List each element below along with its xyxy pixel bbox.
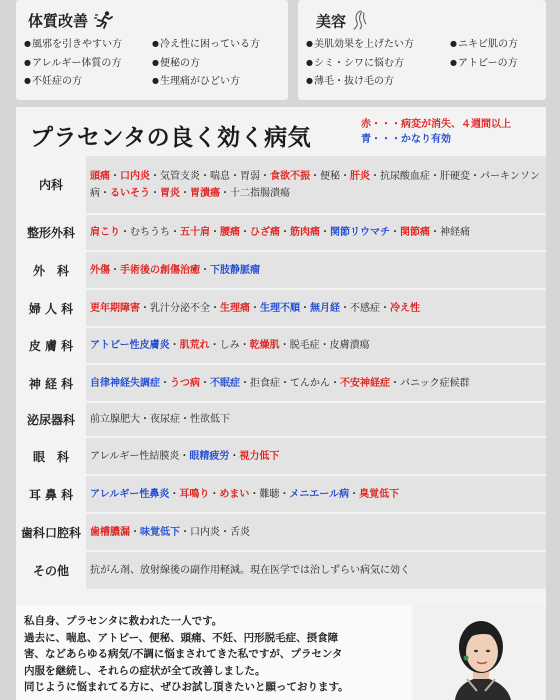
condition-item: 不眠症	[210, 377, 240, 389]
table-row	[16, 514, 546, 550]
list-item: ● 美肌効果を上げたい方	[306, 36, 414, 55]
page-title: プラセンタの良く効く病気	[30, 125, 312, 151]
condition-item: 抗尿酸血症	[380, 170, 430, 182]
table-row	[16, 365, 546, 401]
condition-item: 便秘	[320, 170, 340, 182]
condition-item: ひざ痛	[250, 227, 280, 238]
condition-list: 更年期障害・乳汁分泌不全・生理痛・生理不順・無月経・不感症・冷え性	[86, 290, 546, 326]
beauty-list-right	[450, 36, 518, 73]
condition-item: 生理痛	[220, 302, 250, 314]
constitution-card	[16, 0, 288, 100]
condition-item: 口内炎	[120, 170, 150, 182]
condition-item: 拒食症	[250, 377, 280, 389]
condition-item: 自律神経失調症	[90, 377, 160, 389]
condition-item: 眼精疲労	[189, 450, 230, 462]
condition-item: 歯槽膿漏	[90, 526, 130, 538]
testimonial-line: 過去に、喘息、アトピー、便秘、頭痛、不妊、円形脱毛症、摂食障	[24, 631, 339, 644]
condition-item: しみ	[219, 340, 240, 351]
condition-item: 脱毛症	[289, 340, 320, 351]
condition-item: 腰痛	[220, 227, 240, 238]
department-label: 眼 科	[32, 449, 69, 464]
condition-item: 抗がん剤、放射線後の副作用軽減。現在医学では治しずらい病気に効く	[90, 565, 410, 576]
testimonial-line: 内服を継続し、それらの症状が全て改善しました。	[24, 664, 266, 677]
condition-item: 不安神経症	[340, 377, 390, 389]
condition-item: 手術後の創傷治癒	[120, 264, 200, 276]
constitution-title	[28, 10, 114, 33]
condition-item: 外傷	[90, 264, 110, 276]
condition-item: 下肢静脈瘤	[210, 264, 260, 276]
condition-item: 更年期障害	[90, 302, 140, 314]
testimonial-line: 害、などあらゆる病気/不調に悩まされてきた私ですが、プラセンタ	[24, 648, 343, 660]
table-row	[16, 252, 546, 288]
legend-blue: 青・・・かなり有効	[361, 134, 451, 145]
condition-item: 乳汁分泌不全	[150, 302, 210, 314]
legend-red: 赤・・・病変が消失、４週間以上	[361, 119, 511, 130]
condition-item: 喘息	[210, 170, 230, 182]
department-label: 内科	[38, 178, 63, 192]
condition-list: 外傷・手術後の創傷治癒・下肢静脈瘤	[86, 252, 546, 288]
beauty-card	[298, 0, 546, 100]
department-label: 神 経 科	[28, 376, 74, 391]
condition-item: 乾燥肌	[249, 340, 280, 351]
condition-item: 肩こり	[90, 227, 120, 238]
hair-icon	[352, 10, 370, 34]
condition-item: 舌炎	[230, 526, 250, 538]
department-label: 外 科	[32, 263, 69, 278]
department-label: 歯科口腔科	[20, 525, 81, 540]
condition-item: 関節リウマチ	[330, 227, 390, 238]
condition-list: アレルギー性結膜炎・眼精疲労・視力低下	[86, 438, 546, 474]
list-item: ● ニキビ肌の方	[450, 36, 518, 55]
department-label: 泌尿器科	[26, 413, 75, 427]
table-row	[16, 290, 546, 326]
department-label: その他	[32, 564, 69, 578]
condition-item: 五十肩	[180, 227, 210, 238]
condition-item: 食欲不振	[270, 170, 310, 182]
condition-item: パニック症候群	[400, 377, 470, 389]
condition-item: パーキンソン病	[90, 170, 540, 199]
condition-item: るいそう	[110, 187, 150, 199]
condition-item: 夜尿症	[150, 414, 180, 425]
condition-item: 性欲低下	[190, 414, 230, 425]
condition-item: 難聴	[259, 488, 280, 500]
condition-item: アレルギー性結膜炎	[90, 450, 180, 462]
condition-list: 頭痛・口内炎・気管支炎・喘息・胃弱・食欲不振・便秘・肝炎・抗尿酸血症・肝硬変・パーキンソン病・るいそう・胃炎・胃潰瘍・十二指腸潰瘍	[86, 156, 546, 213]
condition-item: うつ病	[170, 377, 200, 389]
constitution-list-left	[24, 36, 122, 92]
condition-list: 肩こり・むちうち・五十肩・腰痛・ひざ痛・筋肉痛・関節リウマチ・関節痛・神経痛	[86, 215, 546, 250]
condition-item: 視力低下	[239, 450, 280, 462]
condition-item: めまい	[219, 488, 250, 500]
condition-item: 無月経	[310, 302, 340, 314]
condition-item: 臭覚低下	[359, 488, 400, 500]
condition-item: 筋肉痛	[290, 227, 320, 238]
table-row	[16, 328, 546, 363]
condition-item: 胃潰瘍	[190, 187, 220, 199]
condition-list: アレルギー性鼻炎・耳鳴り・めまい・難聴・メニエール病・臭覚低下	[86, 476, 546, 512]
beauty-title-text: 美容	[316, 12, 347, 31]
list-item: ● シミ・シワに悩む方	[306, 55, 414, 74]
condition-item: むちうち	[130, 227, 170, 238]
department-label: 皮 膚 科	[28, 339, 74, 353]
portrait-photo	[415, 605, 546, 700]
table-row	[16, 156, 546, 213]
condition-item: 胃弱	[240, 170, 260, 182]
table-row	[16, 403, 546, 436]
department-label: 耳 鼻 科	[28, 487, 74, 502]
beauty-list-left	[306, 36, 414, 92]
table-row	[16, 476, 546, 512]
condition-item: 頭痛	[90, 170, 110, 182]
condition-item: 気管支炎	[160, 170, 200, 182]
table-row	[16, 552, 546, 589]
list-item: ● 冷え性に困っている方	[152, 36, 260, 55]
condition-item: 前立腺肥大	[90, 414, 140, 425]
condition-item: 肝硬変	[440, 170, 470, 182]
condition-item: 肌荒れ	[179, 340, 210, 351]
condition-item: 生理不順	[260, 302, 300, 314]
table-row	[16, 215, 546, 250]
condition-item: てんかん	[290, 377, 330, 389]
list-item: ● 生理痛がひどい方	[152, 73, 260, 92]
condition-list: 前立腺肥大・夜尿症・性欲低下	[86, 403, 546, 436]
beauty-title	[316, 10, 370, 34]
condition-item: 肝炎	[350, 170, 370, 182]
testimonial-box	[16, 605, 412, 700]
condition-item: 味覚低下	[140, 526, 180, 538]
list-item: ● アレルギー体質の方	[24, 55, 122, 74]
condition-item: アレルギー性鼻炎	[90, 488, 170, 500]
condition-list: 自律神経失調症・うつ病・不眠症・拒食症・てんかん・不安神経症・パニック症候群	[86, 365, 546, 401]
condition-item: 皮膚潰瘍	[329, 340, 370, 351]
condition-item: アトピー性皮膚炎	[90, 340, 170, 351]
condition-list	[86, 552, 546, 589]
legend	[361, 117, 511, 147]
list-item: ● 風邪を引きやすい方	[24, 36, 122, 55]
testimonial-line: 同じように悩まれてる方に、ぜひお試し頂きたいと願っております。	[24, 681, 349, 693]
condition-item: 十二指腸潰瘍	[230, 187, 290, 199]
department-label: 婦 人 科	[28, 301, 74, 316]
condition-item: 口内炎	[190, 526, 220, 538]
condition-item: メニエール病	[289, 488, 350, 500]
condition-list: アトピー性皮膚炎・肌荒れ・しみ・乾燥肌・脱毛症・皮膚潰瘍	[86, 328, 546, 363]
condition-item: 耳鳴り	[179, 488, 210, 500]
condition-item: 不感症	[350, 302, 380, 314]
condition-item: 冷え性	[390, 302, 420, 314]
condition-item: 胃炎	[160, 187, 180, 199]
department-label: 整形外科	[26, 226, 75, 240]
list-item: ● 便秘の方	[152, 55, 260, 74]
constitution-title-text: 体質改善	[28, 12, 89, 30]
list-item: ● 不妊症の方	[24, 73, 122, 92]
testimonial-line: 私自身、プラセンタに救われた一人です。	[24, 615, 223, 627]
condition-list: 歯槽膿漏・味覚低下・口内炎・舌炎	[86, 514, 546, 550]
running-person-icon	[94, 11, 114, 33]
list-item: ● アトピーの方	[450, 55, 518, 74]
condition-item: 神経痛	[440, 227, 470, 238]
table-row	[16, 438, 546, 474]
list-item: ● 薄毛・抜け毛の方	[306, 73, 414, 92]
constitution-list-right	[152, 36, 260, 92]
condition-item: 関節痛	[400, 227, 430, 238]
